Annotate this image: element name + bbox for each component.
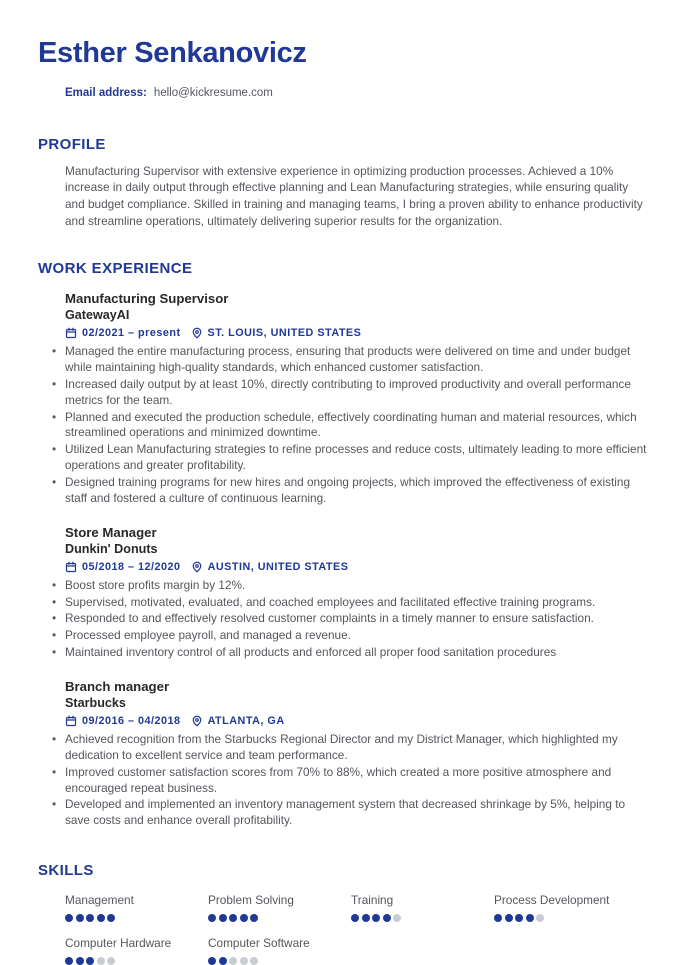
calendar-icon [65,561,77,573]
job-bullet: • Improved customer satisfaction scores from 70% to 88%, which created a more positive atmosphere and encouraged repeat business. [65,765,647,797]
calendar-icon [65,327,77,339]
job-bullet: • Developed and implemented an inventory management system that decreased shrinkage by 5%, helping to save costs and enhance overall profitability. [65,797,647,829]
profile-heading: PROFILE [38,135,106,153]
skill-dot-empty [250,957,258,965]
profile-section [38,136,644,229]
job-bullet: • Processed employee payroll, and managed a revenue. [65,628,647,644]
skill-label: Process Development [494,893,610,908]
job-dates: 05/2018 – 12/2020 [82,560,181,573]
skill-dot-filled [515,914,523,922]
job-bullet: • Managed the entire manufacturing process, ensuring that products were delivered on time and under budget while maintaining high-quality standards, which enhanced customer satisfaction. [65,344,647,376]
jobs-container [38,291,647,829]
skill-label: Computer Software [208,936,310,951]
job-company: Dunkin' Donuts [65,542,158,557]
skill-dot-filled [208,957,216,965]
skill-dot-filled [97,914,105,922]
job-bullet: • Responded to and effectively resolved customer complaints in a timely manner to ensure satisfaction. [65,611,647,627]
skill-dot-empty [107,957,115,965]
skills-heading: SKILLS [38,862,94,880]
work-experience-heading: WORK EXPERIENCE [38,260,193,278]
skill-dot-filled [65,914,73,922]
job-bullet: • Planned and executed the production schedule, effectively coordinating human and material resources, which streamlined operations and minimized downtime. [65,410,647,442]
skill-dot-filled [494,914,502,922]
skill-dot-filled [76,957,84,965]
job-title: Manufacturing Supervisor [65,291,229,307]
skill-dot-rating [65,914,208,922]
job-bullet: • Achieved recognition from the Starbucks Regional Director and my District Manager, which highlighted my dedication to excellent service and team performance. [65,732,647,764]
location-pin-icon [191,715,203,727]
job-bullets [65,732,647,829]
skill-dot-filled [229,914,237,922]
job-dates: 02/2021 – present [82,326,181,339]
skill-item [65,936,208,965]
skills-section [38,862,644,965]
skill-item [351,893,494,922]
skill-dot-filled [383,914,391,922]
email-value: hello@kickresume.com [153,86,273,99]
job-title: Store Manager [65,524,157,540]
job-entry [65,679,644,829]
skill-dot-filled [219,914,227,922]
skill-dot-rating [208,914,351,922]
skill-dot-rating [351,914,494,922]
job-bullets [65,578,647,662]
skill-dot-filled [219,957,227,965]
job-bullet: • Designed training programs for new hires and ongoing projects, which improved the effectiveness of existing staff and fostered a culture of continuous learning. [65,475,647,507]
skill-item [65,893,208,922]
skill-label: Computer Hardware [65,936,172,951]
skill-dot-filled [65,957,73,965]
resume-header [38,38,644,99]
job-entry [65,525,644,661]
skill-dot-filled [505,914,513,922]
skill-item [208,893,351,922]
skill-dot-empty [229,957,237,965]
job-bullet: • Maintained inventory control of all products and enforced all proper food sanitation procedures [65,645,647,661]
skill-label: Training [351,893,394,908]
skill-dot-filled [526,914,534,922]
skill-dot-empty [240,957,248,965]
profile-text: Manufacturing Supervisor with extensive experience in optimizing production processes. Achieved a 10% increase in daily output through effective planning and Lean Manufacturing strategies, while ensuring quality and budget compliance. Skilled in training and managing teams, I bring a proven ability to enhance productivity and streamline operations, ultimately delivering superior results for the organization. [65,163,643,228]
job-meta [65,327,644,339]
job-meta [65,561,644,573]
skill-dot-empty [97,957,105,965]
skill-label: Management [65,893,134,908]
location-pin-icon [191,561,203,573]
job-location: AUSTIN, UNITED STATES [207,560,349,573]
job-dates: 09/2016 – 04/2018 [82,714,181,727]
skill-item [208,936,351,965]
job-location: ATLANTA, GA [207,714,285,727]
location-pin-icon [191,327,203,339]
skill-item [494,893,644,922]
skill-dot-rating [208,957,351,965]
calendar-icon [65,715,77,727]
job-bullet: • Increased daily output by at least 10%, directly contributing to improved productivity and overall performance metrics for the team. [65,377,647,409]
skill-dot-filled [362,914,370,922]
job-meta [65,715,644,727]
job-bullets [65,344,647,507]
skill-dot-rating [494,914,644,922]
job-title: Branch manager [65,679,170,695]
skill-dot-filled [372,914,380,922]
skill-dot-rating [65,957,208,965]
job-bullet: • Supervised, motivated, evaluated, and coached employees and facilitated effective training programs. [65,595,647,611]
skill-dot-empty [393,914,401,922]
job-company: Starbucks [65,696,126,711]
email-label: Email address: [65,86,147,99]
skill-label: Problem Solving [208,893,294,908]
skill-dot-filled [208,914,216,922]
skill-dot-filled [107,914,115,922]
job-company: GatewayAI [65,308,130,323]
skill-dot-filled [250,914,258,922]
skill-dot-filled [351,914,359,922]
job-location: ST. LOUIS, UNITED STATES [207,326,362,339]
skill-dot-filled [76,914,84,922]
job-entry [65,291,647,507]
skill-dot-filled [240,914,248,922]
person-name: Esther Senkanovicz [38,37,307,69]
skill-dot-filled [86,914,94,922]
skill-dot-empty [536,914,544,922]
job-bullet: • Boost store profits margin by 12%. [65,578,647,594]
work-experience-section [38,260,647,829]
email-row [65,87,644,99]
skills-grid [65,893,644,965]
skill-dot-filled [86,957,94,965]
job-bullet: • Utilized Lean Manufacturing strategies to refine processes and reduce costs, ultimately leading to more efficient operations and greater profitability. [65,442,647,474]
